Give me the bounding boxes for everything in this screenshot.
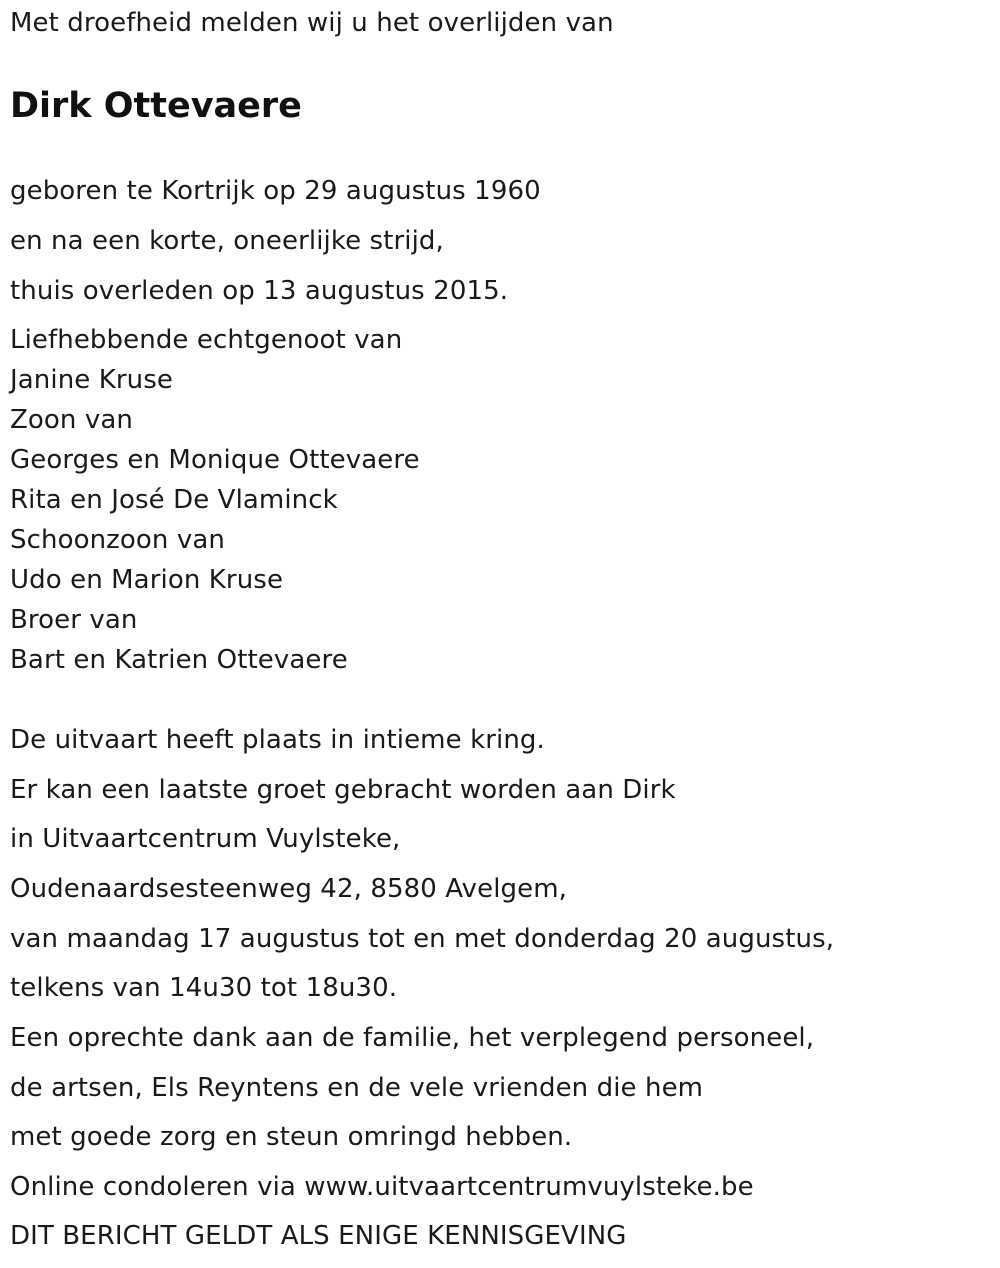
death-text: thuis overleden op 13 augustus 2015. [10,276,509,306]
funeral-line: in Uitvaartcentrum Vuylsteke, [10,824,401,854]
family-line: Georges en Monique Ottevaere [10,445,420,475]
condolence-link-text: Online condoleren via www.uitvaartcentrumvuylsteke.be [10,1172,754,1202]
family-line: Bart en Katrien Ottevaere [10,645,348,675]
family-line: Janine Kruse [10,365,174,395]
family-line: Rita en José De Vlaminck [10,485,338,515]
birth-text: geboren te Kortrijk op 29 augustus 1960 [10,176,541,206]
struggle-text: en na een korte, oneerlijke strijd, [10,226,444,256]
family-line: Schoonzoon van [10,525,225,555]
notice-statement: DIT BERICHT GELDT ALS ENIGE KENNISGEVING [10,1221,627,1251]
funeral-line: De uitvaart heeft plaats in intieme kring. [10,725,545,755]
funeral-line: telkens van 14u30 tot 18u30. [10,973,398,1003]
intro-text: Met droefheid melden wij u het overlijden van [10,8,614,38]
family-line: Liefhebbende echtgenoot van [10,325,403,355]
funeral-line: Een oprechte dank aan de familie, het verplegend personeel, [10,1023,815,1053]
funeral-line: met goede zorg en steun omringd hebben. [10,1122,573,1152]
family-line: Broer van [10,605,138,635]
funeral-line: Oudenaardsesteenweg 42, 8580 Avelgem, [10,874,568,904]
funeral-line: van maandag 17 augustus tot en met donderdag 20 augustus, [10,924,835,954]
family-line: Udo en Marion Kruse [10,565,284,595]
deceased-name: Dirk Ottevaere [10,86,302,126]
funeral-line: de artsen, Els Reyntens en de vele vrienden die hem [10,1073,704,1103]
family-line: Zoon van [10,405,133,435]
funeral-line: Er kan een laatste groet gebracht worden aan Dirk [10,775,676,805]
